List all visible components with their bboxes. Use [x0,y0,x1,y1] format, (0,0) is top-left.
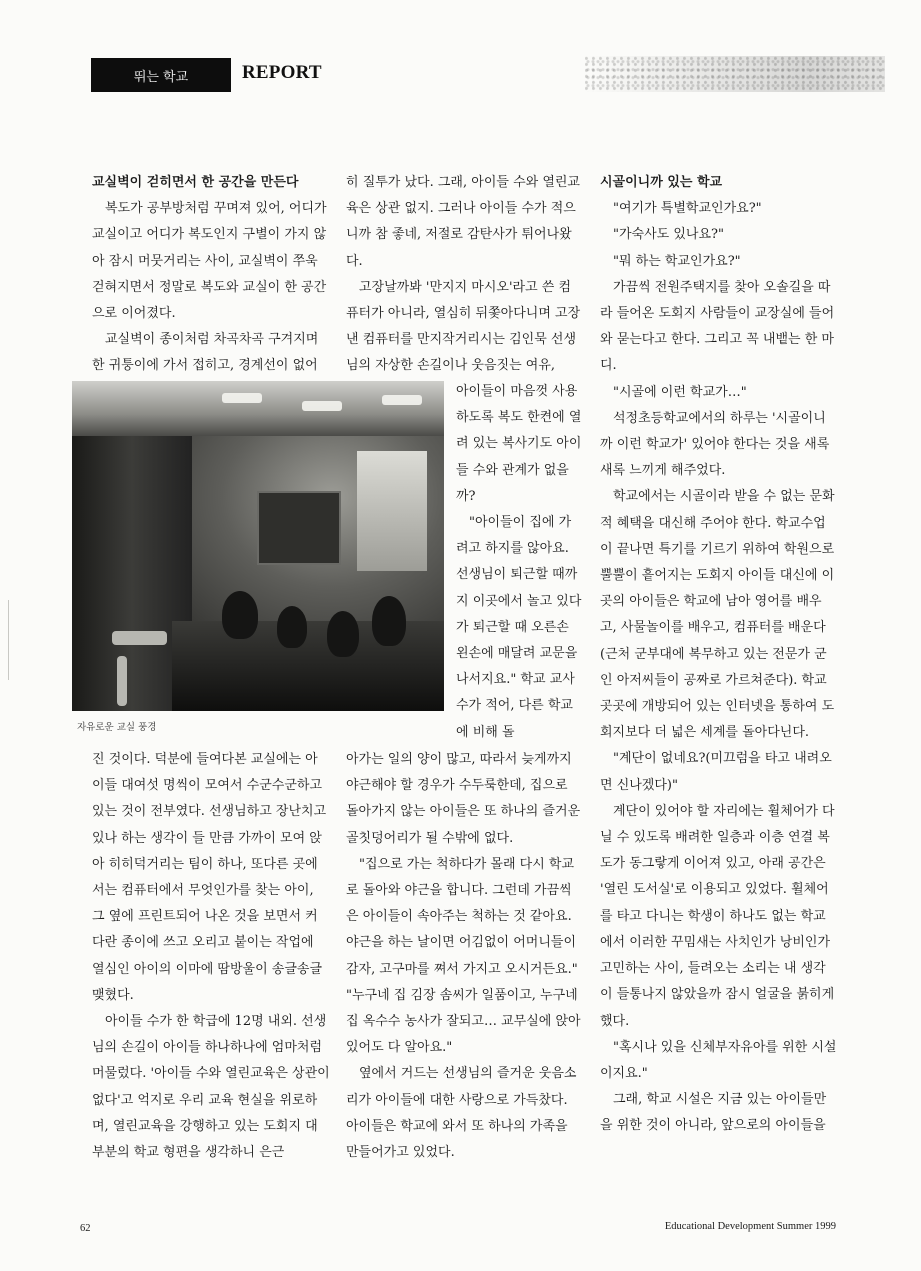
paragraph: 석정초등학교에서의 하루는 '시골이니까 이런 학교가' 있어야 한다는 것을 새록새록 느끼게 해주었다. [600,410,830,479]
section-tag: 뛰는 학교 [91,58,231,92]
column2-narrow [456,379,583,746]
photo-board [257,491,341,565]
heading-rural-school: 시골이니까 있는 학교 [600,175,723,190]
photo-child [327,611,359,657]
paragraph: "계단이 없네요?(미끄럼을 타고 내려오면 신나겠다)" [600,751,832,793]
paragraph: 가끔씩 전원주택지를 찾아 오솔길을 따라 들어온 도회지 사람들이 교장실에 들어와 묻는다고 한다. 그리고 꼭 내뱉는 한 마디. [600,279,835,374]
photo-caption: 자유로운 교실 풍경 [77,722,157,733]
column3 [600,170,837,1140]
column2-top [346,170,583,380]
paragraph: 아이들이 마음껏 사용하도록 복도 한켠에 열려 있는 복사기도 아이들 수와 관계가 없을까? [456,384,582,504]
paragraph: "아이들이 집에 가려고 하지를 않아요. 선생님이 퇴근할 때까지 이곳에서 놀고 있다가 퇴근할 때 오른손 왼손에 매달려 교문을 나서지요." 학교 교사 수가 적어, 다른 학교에 비해 돌 [456,515,582,740]
paragraph: 진 것이다. 덕분에 들여다본 교실에는 아이들 대여섯 명씩이 모여서 수군수군하고 있는 것이 전부였다. 선생님하고 장난치고 있나 하는 생각이 들 만큼 가까이 모여 앉아 히히덕거리는 팀이 하나, 또다른 곳에서는 컴퓨터에서 무엇인가를 찾는 아이, 그 옆에 프린트되어 나온 것을 보면서 커다란 종이에 쓰고 오리고 붙이는 작업에 열심인 아이의 이마에 땀방울이 송글송글 맺혔다. [92,752,327,1003]
photo-child [277,606,307,648]
photo-ceiling [72,381,444,436]
column1-top [92,170,330,380]
classroom-photo [72,381,444,711]
page-number: 62 [80,1223,91,1234]
photo-child [222,591,258,639]
paragraph: 고장날까봐 '만지지 마시오'라고 쓴 컴퓨터가 아니라, 열심히 뒤쫓아다니며 고장낸 컴퓨터를 만지작거리시는 김인묵 선생님의 자상한 손길이나 웃음짓는 여유, [346,279,581,374]
column1-bottom [92,747,330,1166]
paragraph: "시골에 이런 학교가…" [613,384,747,400]
paragraph: 복도가 공부방처럼 꾸며져 있어, 어디가 교실이고 어디가 복도인지 구별이 가지 않아 잠시 머뭇거리는 사이, 교실벽이 쭈욱 걷혀지면서 정말로 복도와 교실이 한 공간으로 이어졌다. [92,201,327,322]
photo-chair [112,631,167,645]
decorative-texture [585,56,885,92]
column2-bottom [346,747,583,1166]
photo-light [302,401,342,411]
margin-rule [8,600,9,680]
paragraph: "뭐 하는 학교인가요?" [613,253,741,269]
heading-classroom-walls: 교실벽이 걷히면서 한 공간을 만든다 [92,175,299,190]
photo-chair-leg [117,656,127,706]
paragraph: 히 질투가 났다. 그래, 아이들 수와 열린교육은 상관 없지. 그러나 아이들 수가 적으니까 참 좋네, 저절로 감탄사가 튀어나왔다. [346,175,580,269]
paragraph: 옆에서 거드는 선생님의 즐거운 웃음소리가 아이들에 대한 사랑으로 가득찼다. 아이들은 학교에 와서 또 하나의 가족을 만들어가고 있었다. [346,1066,577,1161]
section-name: REPORT [242,62,322,83]
journal-footer: Educational Development Summer 1999 [664,1221,836,1232]
paragraph: "혹시나 있을 신체부자유아를 위한 시설이지요." [600,1039,837,1081]
paragraph: 교실벽이 종이처럼 차곡차곡 구겨지며 한 귀퉁이에 가서 접히고, 경계선이 없어 [92,332,319,374]
paragraph: "집으로 가는 척하다가 몰래 다시 학교로 돌아와 야근을 합니다. 그런데 가끔씩은 아이들이 속아주는 척하는 것 같아요. 야근을 하는 날이면 어김없이 어머니들이 감자, 고구마를 쪄서 가지고 오시거든요." "누구네 집 김장 솜씨가 일품이고, 누구네 집 옥수수 농사가 잘되고… 교무실에 앉아 있어도 다 알아요." [346,856,581,1056]
photo-light [382,395,422,405]
paragraph: "가숙사도 있나요?" [613,227,724,243]
paragraph: 아가는 일의 양이 많고, 따라서 늦게까지 야근해야 할 경우가 수두룩한데, 집으로 돌아가지 않는 아이들은 또 하나의 즐거운 골칫덩어리가 될 수밖에 없다. [346,752,581,846]
paragraph: 그래, 학교 시설은 지금 있는 아이들만을 위한 것이 아니라, 앞으로의 아이들을 [600,1092,827,1134]
photo-light [222,393,262,403]
photo-child [372,596,406,646]
paragraph: 아이들 수가 한 학급에 12명 내외. 선생님의 손길이 아이들 하나하나에 엄마처럼 머물렀다. '아이들 수와 열린교육은 상관이 없다'고 억지로 우리 교육 현실을 위로하며, 열린교육을 강행하고 있는 도회지 대부분의 학교 형편을 생각하니 은근 [92,1014,330,1161]
paragraph: 학교에서는 시골이라 받을 수 없는 문화적 혜택을 대신해 주어야 한다. 학교수업이 끝나면 특기를 기르기 위하여 학원으로 뿔뿔이 흩어지는 도회지 아이들 대신에 이곳의 아이들은 학교에 남아 영어를 배우고, 사물놀이를 배우고, 컴퓨터를 배운다(근처 군부대에 복무하고 있는 전문가 군인 아저씨들이 공짜로 가르쳐준다). 학교 곳곳에 개방되어 있는 인터넷을 통하여 도회지보다 더 넓은 세계를 돌아다닌다. [600,489,835,741]
paragraph: 계단이 있어야 할 자리에는 휠체어가 다닐 수 있도록 배려한 일층과 이층 연결 복도가 동그랗게 이어져 있고, 아래 공간은 '열린 도서실'로 이용되고 있었다. 휠체어를 타고 다니는 학생이 하나도 없는 학교에서 이러한 꾸밈새는 사치인가 낭비인가 고민하는 사이, 들려오는 소리는 내 생각이 들통나지 않았을까 잠시 얼굴을 붉히게 했다. [600,803,835,1029]
photo-window [357,451,427,571]
paragraph: "여기가 특별학교인가요?" [613,201,762,217]
